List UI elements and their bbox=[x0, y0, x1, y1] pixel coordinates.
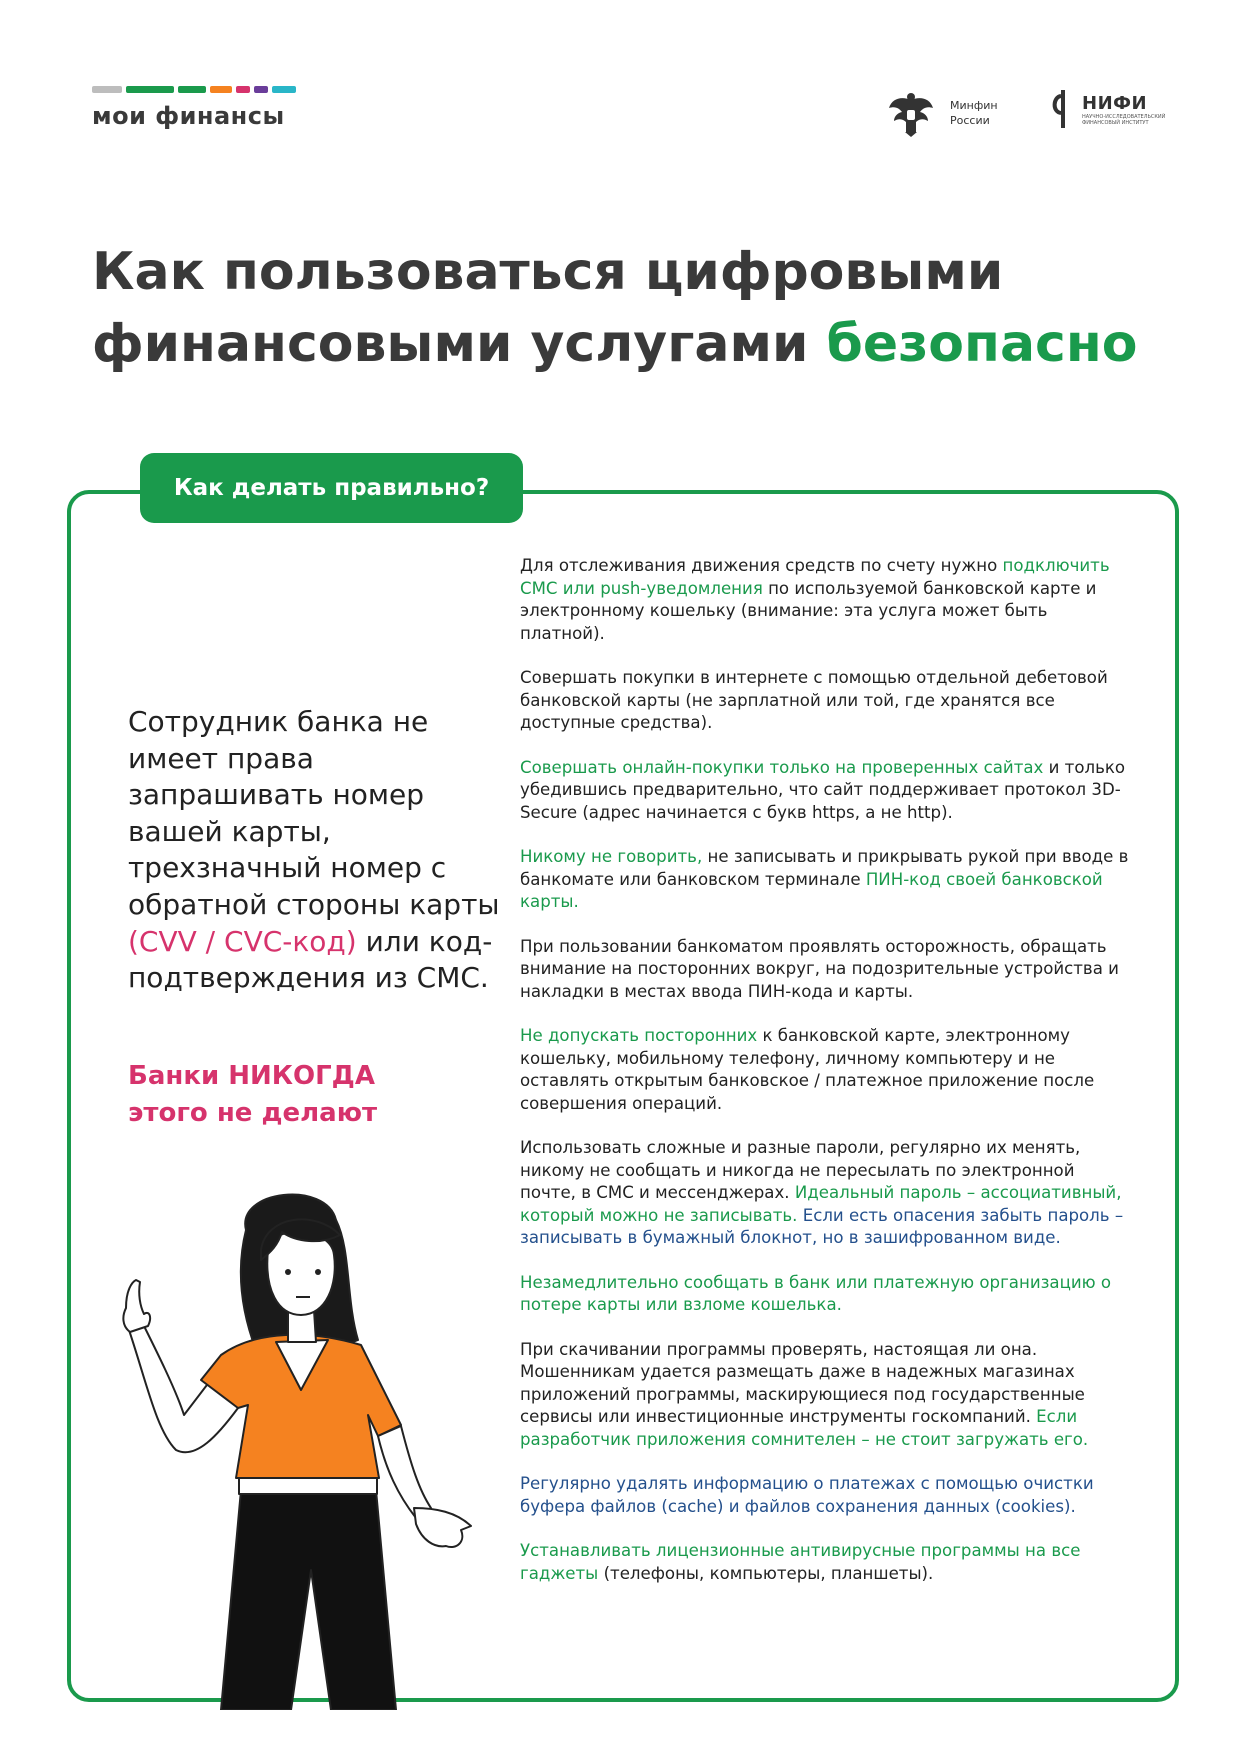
nifi-subtitle: НАУЧНО-ИССЛЕДОВАТЕЛЬСКИЙ ФИНАНСОВЫЙ ИНСТИТУТ bbox=[1082, 113, 1166, 126]
warning-highlight: (CVV / CVC-код) bbox=[128, 924, 357, 958]
woman-pointing-illustration bbox=[96, 1190, 516, 1710]
rule-text-segment: Для отслеживания движения средств по счету нужно bbox=[520, 556, 1003, 575]
rule-item bbox=[520, 1473, 1134, 1518]
logo-bar-segment bbox=[272, 86, 296, 93]
logo-bar-segment bbox=[92, 86, 122, 93]
rule-text-segment: При пользовании банкоматом проявлять осторожность, обращать внимание на посторонних вокруг, на подозрительные устройства и накладки в местах ввода ПИН-кода и карты. bbox=[520, 936, 1119, 1001]
logo-bar-segment bbox=[254, 86, 268, 93]
rule-item bbox=[520, 1025, 1134, 1115]
rule-text-segment: (телефоны, компьютеры, планшеты). bbox=[598, 1563, 934, 1583]
rule-text-segment: по используемой банковской карте и электронному кошельку (внимание: эта услуга может быть платной). bbox=[520, 578, 1097, 643]
rule-item bbox=[520, 1272, 1134, 1317]
warning-text-after: или код-подтверждения из СМС. bbox=[128, 924, 493, 995]
rule-text-segment: Совершать покупки в интернете с помощью отдельной дебетовой банковской карты (не зарплатной или той, где хранятся все доступные средства). bbox=[520, 668, 1108, 732]
callout-line2: этого не делают bbox=[128, 1098, 378, 1128]
rule-text-segment: Если есть опасения забыть пароль – записывать в бумажный блокнот, но в зашифрованном виде. bbox=[520, 1205, 1124, 1247]
rule-text-segment: Никому не говорить, bbox=[520, 847, 703, 866]
page-title bbox=[92, 236, 1172, 380]
rules-list bbox=[520, 555, 1134, 1607]
rule-item bbox=[520, 936, 1134, 1004]
rule-item bbox=[520, 1339, 1134, 1452]
rule-text-segment: Устанавливать лицензионные антивирусные программы на все гаджеты bbox=[520, 1541, 1081, 1583]
logo-bar-segment bbox=[210, 86, 232, 93]
rule-text-segment: Незамедлительно сообщать в банк или платежную организацию о потере карты или взломе кошелька. bbox=[520, 1272, 1112, 1314]
nifi-phi-icon bbox=[1050, 88, 1076, 130]
rule-text-segment: Использовать сложные и разные пароли, регулярно их менять, никому не сообщать и никогда не пересылать по электронной почте, в СМС и мессенджерах. bbox=[520, 1138, 1081, 1202]
rule-item bbox=[520, 667, 1134, 735]
rule-text-segment: подключить СМС или push-уведомления bbox=[520, 556, 1110, 598]
warning-text bbox=[128, 704, 508, 997]
rule-text-segment: к банковской карте, электронному кошельку, мобильному телефону, личному компьютеру и не оставлять открытым банковское / платежное приложение после совершения операций. bbox=[520, 1026, 1095, 1113]
logo-bar-segment bbox=[126, 86, 174, 93]
rule-text-segment: ПИН-код своей банковской карты. bbox=[520, 869, 1103, 911]
minfin-line1: Минфин bbox=[950, 99, 998, 112]
logo-bar-segment bbox=[236, 86, 250, 93]
nifi-logo bbox=[1050, 88, 1182, 130]
minfin-line2: России bbox=[950, 114, 990, 127]
minfin-logo bbox=[886, 88, 998, 138]
rule-text-segment: Совершать онлайн-покупки только на проверенных сайтах bbox=[520, 757, 1044, 777]
title-accent: безопасно bbox=[826, 314, 1138, 374]
title-line1: Как пользоваться цифровыми bbox=[92, 242, 1004, 302]
rule-text-segment: Не допускать посторонних bbox=[520, 1026, 758, 1045]
warning-text-before: Сотрудник банка не имеет права запрашивать номер вашей карты, трехзначный номер с обратной стороны карты bbox=[128, 705, 500, 921]
banks-never-callout bbox=[128, 1058, 377, 1132]
rule-item bbox=[520, 1137, 1134, 1250]
rule-text-segment: не записывать и прикрывать рукой при вводе в банкомате или банковском терминале bbox=[520, 847, 1129, 889]
rule-item bbox=[520, 1540, 1134, 1585]
eagle-emblem-icon bbox=[886, 88, 936, 138]
rule-item bbox=[520, 555, 1134, 645]
logo-bar-segment bbox=[178, 86, 206, 93]
rule-item bbox=[520, 757, 1134, 825]
rule-item bbox=[520, 846, 1134, 914]
callout-line1: Банки НИКОГДА bbox=[128, 1061, 375, 1091]
rule-text-segment: Идеальный пароль – ассоциативный, который можно не записывать. bbox=[520, 1183, 1122, 1225]
logo-color-bar bbox=[92, 86, 296, 93]
logo-text: мои финансы bbox=[92, 102, 285, 130]
rule-text-segment: Регулярно удалять информацию о платежах с помощью очистки буфера файлов (cache) и файлов сохранения данных (cookies). bbox=[520, 1474, 1094, 1516]
section-tab: Как делать правильно? bbox=[140, 453, 523, 523]
nifi-name: НИФИ bbox=[1082, 92, 1148, 114]
title-line2: финансовыми услугами bbox=[92, 314, 809, 374]
rule-text-segment: и только убедившись предварительно, что сайт поддерживает протокол 3D-Secure (адрес начинается с букв https, а не http). bbox=[520, 757, 1126, 822]
rule-text-segment: Если разработчик приложения сомнителен – не стоит загружать его. bbox=[520, 1407, 1089, 1449]
rule-text-segment: При скачивании программы проверять, настоящая ли она. Мошенникам удается размещать даже в надежных магазинах приложений программы, маскирующиеся под государственные сервисы или инвестиционные инструменты госкомпаний. bbox=[520, 1339, 1085, 1426]
